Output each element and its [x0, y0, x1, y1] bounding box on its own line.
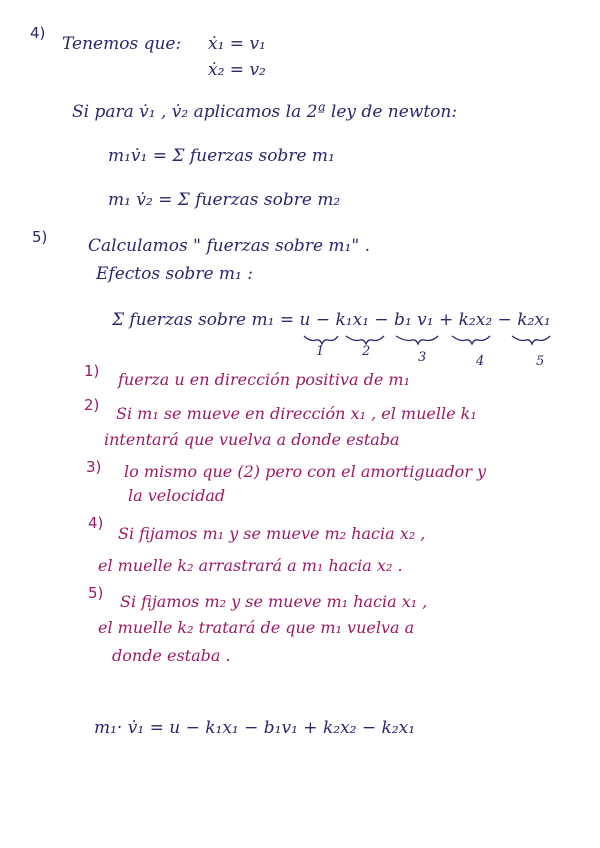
final-equation: m₁· v̇₁ = u − k₁x₁ − b₁v₁ + k₂x₂ − k₂x₁	[94, 718, 416, 738]
note-2-line-2: intentará que vuelva a donde estaba	[104, 430, 400, 449]
equation-x2-dot: ẋ₂ = v₂	[208, 60, 266, 80]
underbrace-2	[346, 336, 384, 344]
note-5-line-3: donde estaba .	[112, 646, 231, 665]
section-5-line-2: Efectos sobre m₁ :	[96, 264, 253, 284]
note-3-line-1: lo mismo que (2) pero con el amortiguador y	[124, 462, 487, 481]
note-5-line-1: Si fijamos m₂ y se mueve m₁ hacia x₁ ,	[120, 592, 428, 611]
forces-sum-equation: Σ fuerzas sobre m₁ = u − k₁x₁ − b₁ v₁ + k₂x₂ − k₂x₁	[112, 310, 551, 330]
note-2-number: 2)	[84, 396, 100, 414]
note-2-line-1: Si m₁ se mueve en dirección x₁ , el muelle k₁	[116, 404, 477, 423]
equation-m2-forces: m₁ v̇₂ = Σ fuerzas sobre m₂	[108, 190, 341, 210]
equation-x1-dot: ẋ₁ = v₁	[208, 34, 266, 54]
note-4-line-1: Si fijamos m₁ y se mueve m₂ hacia x₂ ,	[118, 524, 426, 543]
note-4-line-2: el muelle k₂ arrastrará a m₁ hacia x₂ .	[98, 556, 403, 575]
section-4-number: 4)	[30, 24, 46, 42]
note-3-line-2: la velocidad	[128, 486, 226, 505]
underbrace-5	[512, 336, 550, 344]
note-4-number: 4)	[88, 514, 104, 532]
equation-m1-forces: m₁v̇₁ = Σ fuerzas sobre m₁	[108, 146, 335, 166]
note-5-line-2: el muelle k₂ tratará de que m₁ vuelva a	[98, 618, 415, 637]
section-5-line-1: Calculamos " fuerzas sobre m₁" .	[88, 236, 370, 256]
note-5-number: 5)	[88, 584, 104, 602]
section-5-number: 5)	[32, 228, 48, 246]
term-label-1: 1	[316, 344, 325, 359]
underbrace-3	[396, 336, 438, 344]
section-4-intro: Tenemos que:	[62, 34, 182, 54]
term-label-4: 4	[476, 354, 485, 369]
note-1-number: 1)	[84, 362, 100, 380]
term-label-3: 3	[418, 350, 427, 365]
term-label-5: 5	[536, 354, 545, 369]
underbrace-1	[304, 336, 338, 344]
underbrace-4	[452, 336, 490, 344]
term-label-2: 2	[362, 344, 371, 359]
note-3-number: 3)	[86, 458, 102, 476]
note-1-line-1: fuerza u en dirección positiva de m₁	[118, 370, 410, 389]
newton-law-line: Si para v̇₁ , v̇₂ aplicamos la 2ª ley de newton:	[72, 102, 458, 122]
